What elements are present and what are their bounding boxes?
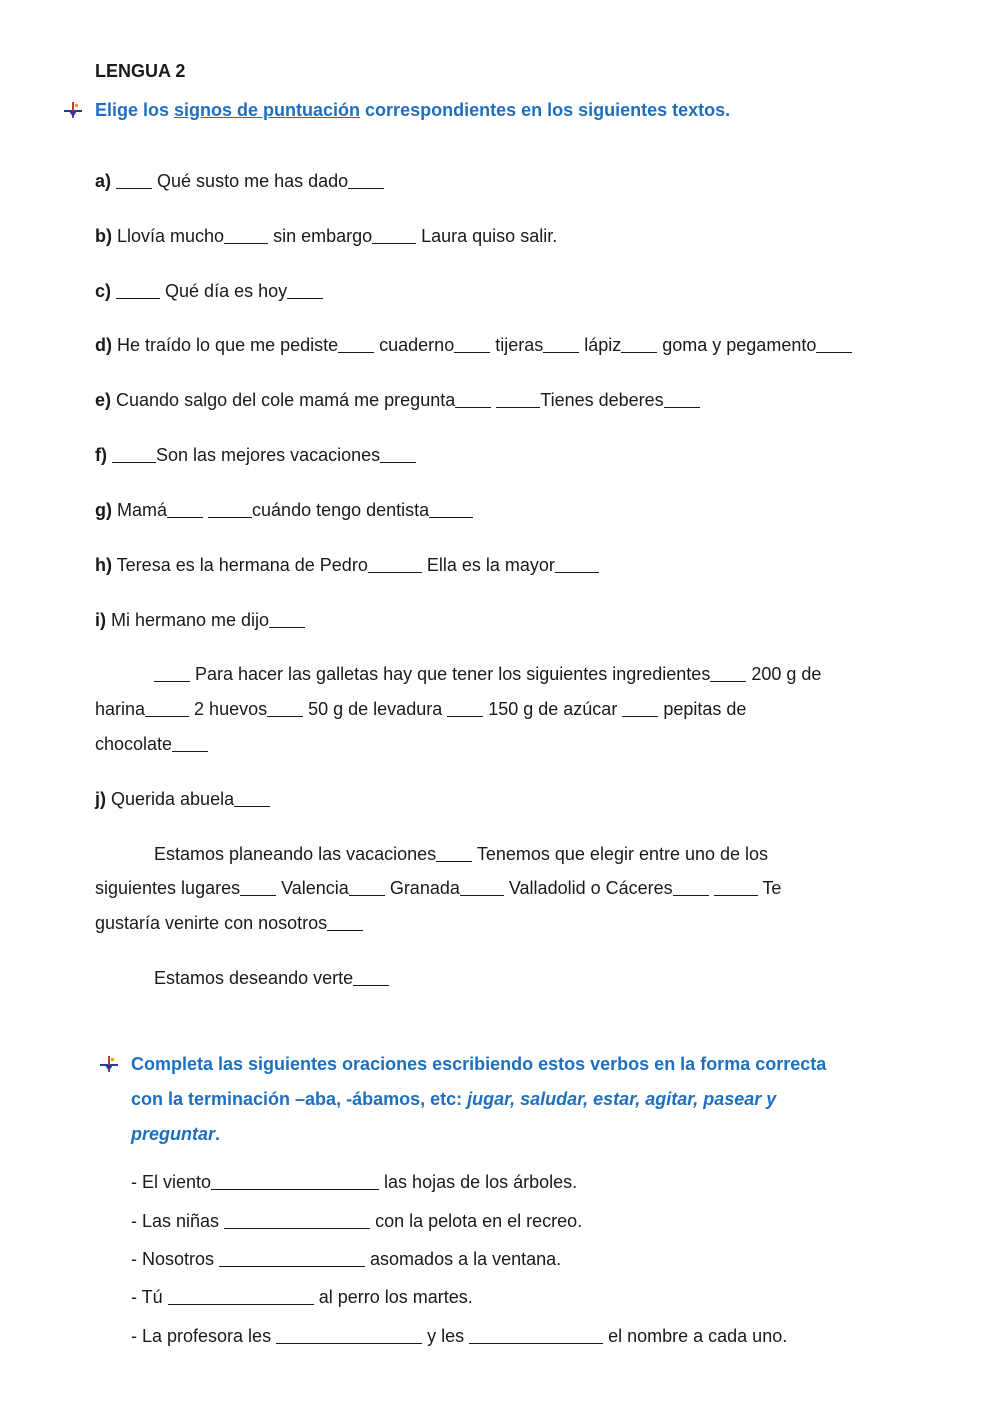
blank[interactable]	[496, 391, 540, 408]
sentence-4	[131, 1286, 473, 1308]
item-text: gustaría venirte con nosotros	[95, 913, 328, 933]
exercise-i	[95, 609, 305, 631]
section2-heading-line2	[131, 1088, 776, 1110]
exercise-h	[95, 554, 599, 576]
sentence-5	[131, 1325, 787, 1347]
exercise-j-line4	[154, 967, 389, 989]
blank[interactable]	[224, 227, 268, 244]
item-text: Tienes deberes	[540, 390, 664, 410]
item-label: f)	[95, 445, 107, 465]
section1-heading	[95, 99, 730, 121]
item-label: a)	[95, 171, 112, 191]
item-text: 2 huevos	[189, 699, 268, 719]
exercise-e	[95, 389, 700, 411]
item-text: 50 g de levadura	[303, 699, 448, 719]
blank[interactable]	[269, 611, 305, 628]
item-text: tijeras	[490, 335, 544, 355]
blank[interactable]	[211, 1173, 379, 1190]
blank[interactable]	[436, 845, 472, 862]
blank[interactable]	[116, 282, 160, 299]
item-text: 200 g de	[746, 664, 822, 684]
blank[interactable]	[338, 336, 374, 353]
item-text: Laura quiso salir.	[416, 226, 558, 246]
sentence-text: - La profesora les	[131, 1326, 277, 1346]
verb-list: preguntar	[131, 1124, 216, 1144]
item-text: Son las mejores vacaciones	[156, 445, 381, 465]
blank[interactable]	[816, 336, 852, 353]
item-text: Qué día es hoy	[160, 281, 288, 301]
item-text: Mi hermano me dijo	[106, 610, 270, 630]
sentence-text: asomados a la ventana.	[365, 1249, 562, 1269]
blank[interactable]	[348, 172, 384, 189]
exercise-j-line2	[95, 877, 781, 899]
heading-text: .	[215, 1124, 221, 1144]
exercise-a	[95, 170, 384, 192]
item-text: Te	[757, 878, 782, 898]
bullet-arrow-icon	[100, 1056, 118, 1072]
item-text: goma y pegamento	[657, 335, 817, 355]
exercise-d	[95, 334, 852, 356]
item-text: Querida abuela	[106, 789, 235, 809]
sentence-1	[131, 1171, 577, 1193]
blank[interactable]	[543, 336, 579, 353]
blank[interactable]	[172, 735, 208, 752]
blank[interactable]	[287, 282, 323, 299]
blank[interactable]	[276, 1327, 422, 1344]
heading-text: Elige los	[95, 100, 175, 120]
blank[interactable]	[208, 501, 252, 518]
exercise-c	[95, 280, 323, 302]
item-text: cuaderno	[374, 335, 455, 355]
item-text: Qué susto me has dado	[152, 171, 349, 191]
item-text: Estamos deseando verte	[154, 968, 354, 988]
heading-text: correspondientes en los siguientes textos.	[360, 100, 731, 120]
sentence-text: - Nosotros	[131, 1249, 220, 1269]
exercise-j-line3	[95, 912, 363, 934]
item-text: He traído lo que me pediste	[112, 335, 339, 355]
item-label: b)	[95, 226, 112, 246]
page-title: LENGUA 2	[95, 61, 186, 81]
sentence-text: con la pelota en el recreo.	[370, 1211, 583, 1231]
blank[interactable]	[349, 879, 385, 896]
heading-text: con la terminación –aba, -ábamos, etc:	[131, 1089, 468, 1109]
item-text: pepitas de	[658, 699, 747, 719]
item-text: Ella es la mayor	[421, 555, 555, 575]
item-text: Estamos planeando las vacaciones	[154, 844, 437, 864]
item-label: g)	[95, 500, 112, 520]
sentence-2	[131, 1210, 582, 1232]
item-text: cuándo tengo dentista	[252, 500, 430, 520]
blank[interactable]	[368, 556, 422, 573]
blank[interactable]	[555, 556, 599, 573]
item-label: j)	[95, 789, 106, 809]
item-text: Para hacer las galletas hay que tener los siguientes ingredientes	[190, 664, 711, 684]
blank[interactable]	[714, 879, 758, 896]
sentence-text: las hojas de los árboles.	[379, 1172, 578, 1192]
sentence-text: - Tú	[131, 1287, 168, 1307]
exercise-f	[95, 444, 416, 466]
blank[interactable]	[621, 336, 657, 353]
item-text: Mamá	[112, 500, 168, 520]
item-text: chocolate	[95, 734, 173, 754]
item-text: siguientes lugares	[95, 878, 241, 898]
exercise-i-line2	[95, 698, 746, 720]
sentence-text: el nombre a cada uno.	[603, 1326, 788, 1346]
item-text: Cuando salgo del cole mamá me pregunta	[111, 390, 456, 410]
blank[interactable]	[447, 700, 483, 717]
item-text: lápiz	[579, 335, 622, 355]
blank[interactable]	[240, 879, 276, 896]
blank[interactable]	[380, 446, 416, 463]
blank[interactable]	[353, 969, 389, 986]
blank[interactable]	[710, 665, 746, 682]
exercise-g	[95, 499, 473, 521]
item-label: d)	[95, 335, 112, 355]
exercise-i-line1	[154, 663, 821, 685]
item-text: Valladolid o Cáceres	[503, 878, 673, 898]
blank[interactable]	[116, 172, 152, 189]
section2-heading-line3	[131, 1123, 220, 1145]
heading-link-text: signos de puntuación	[174, 100, 361, 120]
blank[interactable]	[168, 1288, 314, 1305]
blank[interactable]	[224, 1212, 370, 1229]
bullet-arrow-icon	[64, 102, 82, 118]
sentence-text: - Las niñas	[131, 1211, 225, 1231]
blank[interactable]	[454, 336, 490, 353]
blank[interactable]	[112, 446, 156, 463]
blank[interactable]	[145, 700, 189, 717]
blank[interactable]	[154, 665, 190, 682]
exercise-b	[95, 225, 557, 247]
blank[interactable]	[167, 501, 203, 518]
section2-heading-line1: Completa las siguientes oraciones escribiendo estos verbos en la forma correcta	[131, 1054, 827, 1074]
blank[interactable]	[460, 879, 504, 896]
item-text: Teresa es la hermana de Pedro	[112, 555, 368, 575]
verb-list: jugar, saludar, estar, agitar, pasear y	[467, 1089, 777, 1109]
blank[interactable]	[664, 391, 700, 408]
blank[interactable]	[267, 700, 303, 717]
item-label: i)	[95, 610, 106, 630]
exercise-i-line3	[95, 733, 208, 755]
item-text: Llovía mucho	[112, 226, 225, 246]
item-text: Tenemos que elegir entre uno de los	[472, 844, 769, 864]
blank[interactable]	[219, 1250, 365, 1267]
blank[interactable]	[455, 391, 491, 408]
item-label: c)	[95, 281, 112, 301]
blank[interactable]	[234, 790, 270, 807]
exercise-j-line1	[154, 843, 768, 865]
exercise-j	[95, 788, 270, 810]
item-text: 150 g de azúcar	[483, 699, 623, 719]
blank[interactable]	[469, 1327, 603, 1344]
blank[interactable]	[673, 879, 709, 896]
item-text: Valencia	[276, 878, 349, 898]
item-text: sin embargo	[268, 226, 373, 246]
sentence-text: al perro los martes.	[313, 1287, 473, 1307]
blank[interactable]	[372, 227, 416, 244]
item-text: harina	[95, 699, 146, 719]
blank[interactable]	[622, 700, 658, 717]
blank[interactable]	[327, 914, 363, 931]
sentence-text: y les	[422, 1326, 470, 1346]
item-label: e)	[95, 390, 112, 410]
item-label: h)	[95, 555, 112, 575]
sentence-text: - El viento	[131, 1172, 212, 1192]
sentence-3	[131, 1248, 561, 1270]
blank[interactable]	[429, 501, 473, 518]
item-text: Granada	[384, 878, 460, 898]
